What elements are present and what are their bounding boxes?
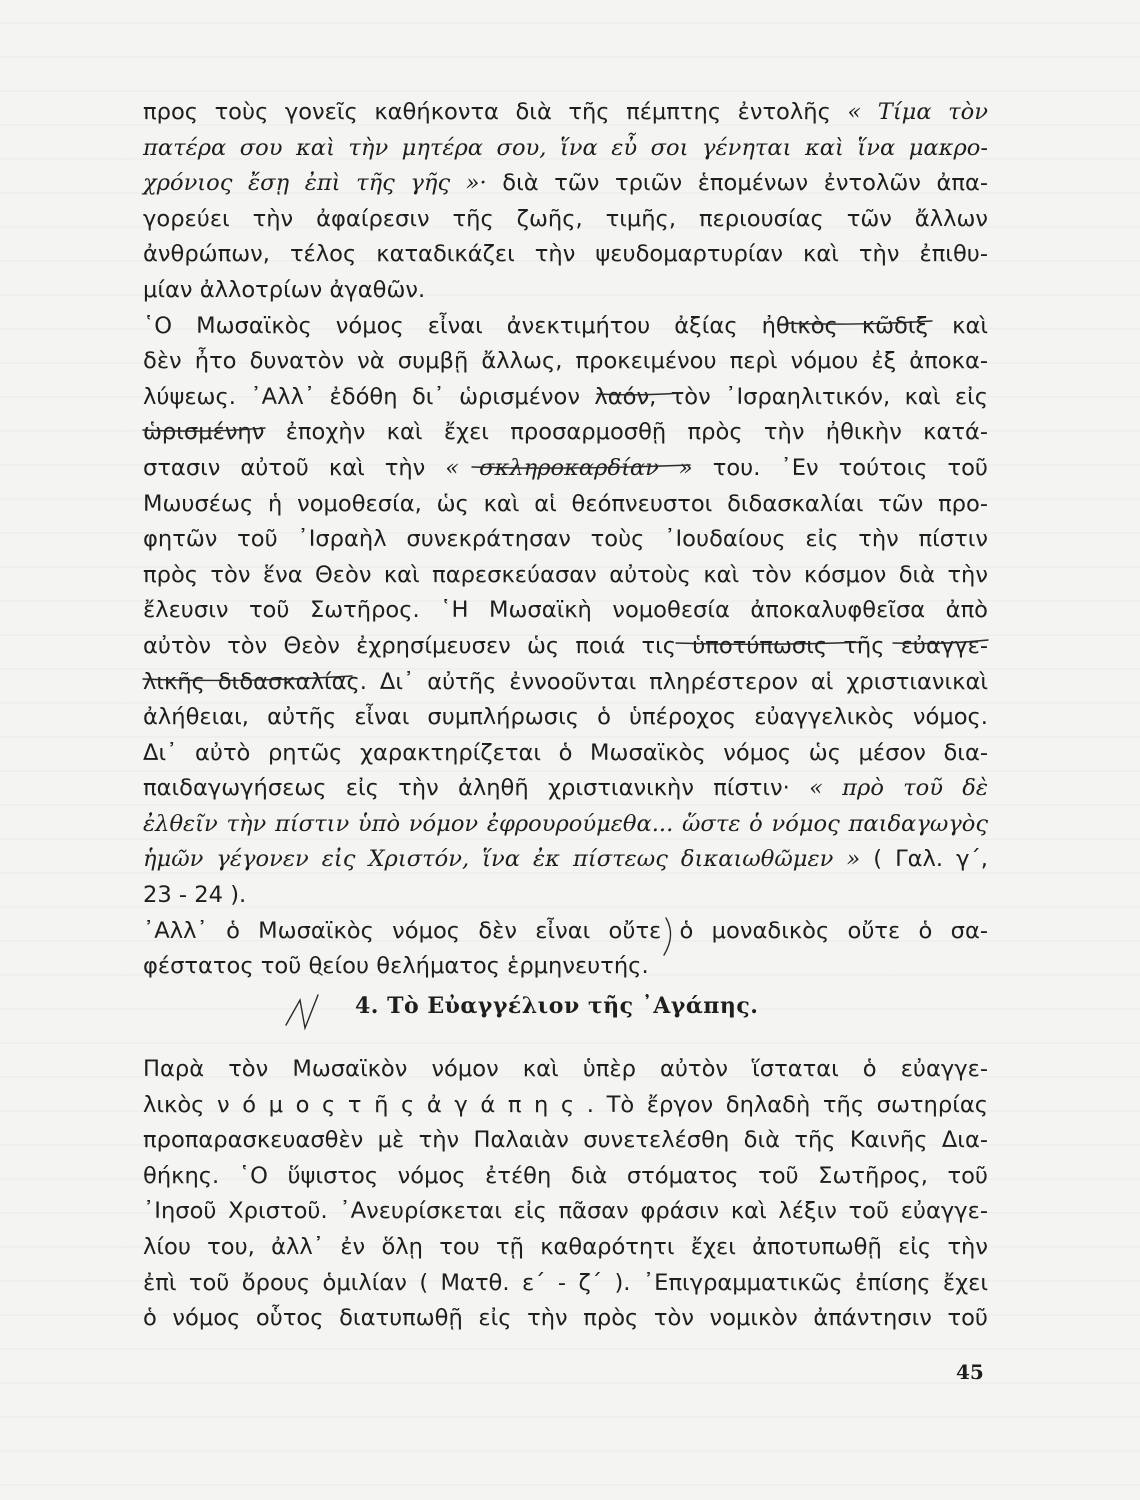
text-line xyxy=(143,629,988,665)
text-line xyxy=(143,237,988,273)
text-run: λικῆς διδασκαλίας. Δι᾿ αὐτῆς ἐννοοῦνται πληρέστερον αἱ χριστιανικαὶ xyxy=(143,668,988,695)
section-heading: 4. Τὸ Εὐαγγέλιον τῆς ᾿Αγάπης. xyxy=(355,993,759,1019)
text-run: ἀνθρώπων, τέλος καταδικάζει τὴν ψευδομαρτυρίαν καὶ τὴν ἐπιθυ- xyxy=(143,241,988,268)
text-line xyxy=(143,487,988,523)
text-run: ( Γαλ. γ΄, xyxy=(860,846,988,873)
text-line xyxy=(143,558,988,594)
text-run: ῾Ο Μωσαϊκὸς νόμος εἶναι ἀνεκτιμήτου ἀξίας ἠθικὸς κῶδιξ καὶ xyxy=(143,312,988,339)
text-run: ἀλήθειαι, αὐτῆς εἶναι συμπλήρωσις ὁ ὑπέροχος εὐαγγελικὸς νόμος. xyxy=(143,704,988,731)
text-line xyxy=(143,1088,988,1124)
text-run: διὰ τῶν τριῶν ἑπομένων ἐντολῶν ἀπα- xyxy=(502,170,988,197)
text-line xyxy=(143,842,988,878)
text-line xyxy=(143,309,988,345)
text-run: του. ᾿Εν τούτοις τοῦ xyxy=(692,454,988,481)
quoted-text: « πρὸ τοῦ δὲ xyxy=(809,775,988,802)
quoted-text: « σκληροκαρδίαν » xyxy=(445,454,693,481)
text-run: ᾿Αλλ᾿ ὁ Μωσαϊκὸς νόμος δὲν εἶναι οὔτε ὁ μοναδικὸς οὔτε ὁ σα- xyxy=(143,917,988,944)
text-line xyxy=(143,1301,988,1337)
text-run: 23 - 24 ). xyxy=(143,882,247,909)
page-number: 45 xyxy=(956,1360,984,1384)
quoted-text: « Τίμα τὸν xyxy=(847,99,989,125)
text-line xyxy=(143,736,988,772)
text-line xyxy=(143,771,988,807)
text-line xyxy=(143,380,988,416)
text-line xyxy=(143,593,988,629)
quoted-text: χρόνιος ἔσῃ ἐπὶ τῆς γῆς »· xyxy=(143,170,503,197)
text-run: ὡρισμένην ἐποχὴν καὶ ἔχει προσαρμοσθῇ πρὸς τὴν ἠθικὴν κατά- xyxy=(143,419,988,446)
body-text-upper xyxy=(143,95,988,985)
text-run: προπαρασκευασθὲν μὲ τὴν Παλαιὰν συνετελέσθη διὰ τῆς Καινῆς Δια- xyxy=(143,1127,988,1154)
text-line xyxy=(143,451,988,487)
text-run: φητῶν τοῦ ᾿Ισραὴλ συνεκράτησαν τοὺς ᾿Ιουδαίους εἰς τὴν πίστιν xyxy=(143,526,988,553)
text-run: θήκης. ῾Ο ὕψιστος νόμος ἐτέθη διὰ στόματος τοῦ Σωτῆρος, τοῦ xyxy=(143,1162,988,1189)
text-run: ἔλευσιν τοῦ Σωτῆρος. ῾Η Μωσαϊκὴ νομοθεσία ἀποκαλυφθεῖσα ἀπὸ xyxy=(143,597,988,624)
text-run: λίου του, ἀλλ᾿ ἐν ὅλῃ του τῇ καθαρότητι ἔχει ἀποτυπωθῇ εἰς τὴν xyxy=(143,1233,988,1260)
text-run: Παρὰ τὸν Μωσαϊκὸν νόμον καὶ ὑπὲρ αὐτὸν ἵσταται ὁ εὐαγγε- xyxy=(143,1056,988,1082)
text-line xyxy=(143,1052,988,1088)
text-run: δὲν ἦτο δυνατὸν νὰ συμβῇ ἄλλως, προκειμένου περὶ νόμου ἐξ ἀποκα- xyxy=(143,348,988,375)
quoted-text: πατέρα σου καὶ τὴν μητέρα σου, ἵνα εὖ σοι γένηται καὶ ἵνα μακρο- xyxy=(143,134,988,161)
text-run: παιδαγωγήσεως εἰς τὴν ἀληθῆ χριστιανικὴν πίστιν· xyxy=(143,775,810,802)
text-line xyxy=(143,949,988,985)
text-run: ἐπὶ τοῦ ὄρους ὁμιλίαν ( Ματθ. ε΄ - ζ΄ ). ᾿Επιγραμματικῶς ἐπίσης ἔχει xyxy=(143,1269,988,1296)
text-line xyxy=(143,415,988,451)
text-line xyxy=(143,1230,988,1266)
quoted-text: ἐλθεῖν τὴν πίστιν ὑπὸ νόμον ἐφρουρούμεθα... ὥστε ὁ νόμος παιδαγωγὸς xyxy=(143,810,988,837)
text-line xyxy=(143,914,988,950)
body-text-lower xyxy=(143,1052,988,1337)
text-line xyxy=(143,1123,988,1159)
text-run: Μωυσέως ἡ νομοθεσία, ὡς καὶ αἱ θεόπνευστοι διδασκαλίαι τῶν προ- xyxy=(143,490,988,517)
text-run: μίαν ἀλλοτρίων ἀγαθῶν. xyxy=(143,276,426,303)
text-line xyxy=(143,522,988,558)
text-run: πρὸς τὸν ἕνα Θεὸν καὶ παρεσκεύασαν αὐτοὺς καὶ τὸν κόσμον διὰ τὴν xyxy=(143,561,988,588)
text-line xyxy=(143,700,988,736)
text-line xyxy=(143,1159,988,1195)
quoted-text: ἡμῶν γέγονεν εἰς Χριστόν, ἵνα ἐκ πίστεως δικαιωθῶμεν » xyxy=(143,846,861,873)
text-run: λικὸς ν ό μ ο ς τ ῆ ς ἀ γ ά π η ς . Τὸ ἔργον δηλαδὴ τῆς σωτηρίας xyxy=(143,1091,988,1118)
text-run: ὁ νόμος οὗτος διατυπωθῇ εἰς τὴν πρὸς τὸν νομικὸν ἀπάντησιν τοῦ xyxy=(143,1305,988,1332)
text-run: φέστατος τοῦ θείου θελήματος ἑρμηνευτής. xyxy=(143,953,649,980)
text-run: στασιν αὐτοῦ καὶ τὴν xyxy=(143,454,446,481)
text-run: ᾿Ιησοῦ Χριστοῦ. ᾿Ανευρίσκεται εἰς πᾶσαν φράσιν καὶ λέξιν τοῦ εὐαγγε- xyxy=(143,1198,988,1225)
text-line xyxy=(143,202,988,238)
text-line xyxy=(143,1266,988,1302)
text-line xyxy=(143,807,988,843)
text-line xyxy=(143,166,988,202)
text-line xyxy=(143,273,988,309)
text-run: Δι᾿ αὐτὸ ρητῶς χαρακτηρίζεται ὁ Μωσαϊκὸς νόμος ὡς μέσον δια- xyxy=(143,739,988,766)
text-run: λύψεως. ᾿Αλλ᾿ ἐδόθη δι᾿ ὡρισμένον λαόν, τὸν ᾿Ισραηλιτικόν, καὶ εἰς xyxy=(143,383,988,410)
text-run: γορεύει τὴν ἀφαίρεσιν τῆς ζωῆς, τιμῆς, περιουσίας τῶν ἄλλων xyxy=(143,205,988,232)
text-run: προς τοὺς γονεῖς καθήκοντα διὰ τῆς πέμπτης ἐντολῆς xyxy=(143,99,848,125)
text-run: αὐτὸν τὸν Θεὸν ἐχρησίμευσεν ὡς ποιά τις ὑποτύπωσις τῆς εὐαγγε- xyxy=(143,632,988,659)
text-line xyxy=(143,95,988,131)
text-line xyxy=(143,131,988,167)
text-line xyxy=(143,344,988,380)
text-line xyxy=(143,878,988,914)
text-line xyxy=(143,665,988,701)
text-line xyxy=(143,1194,988,1230)
